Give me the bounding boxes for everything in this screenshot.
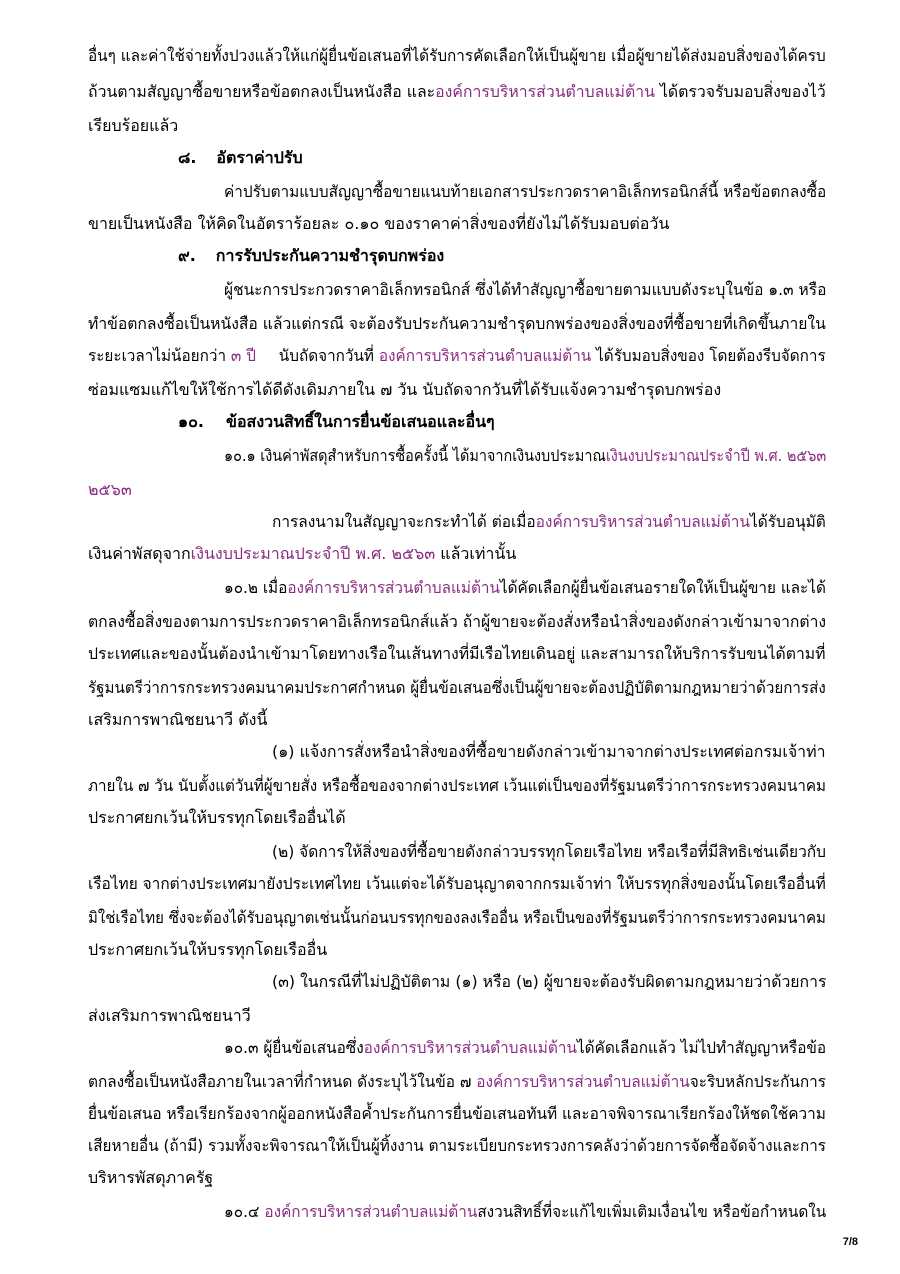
text-line: ถ้วนตามสัญญาซื้อขายหรือข้อตกลงเป็นหนังสือ และองค์การบริหารส่วนตำบลแม่ต้าน ได้ตรวจรับมอบสิ่งของไว้ bbox=[88, 82, 826, 101]
text-line: ๑๐.๑ เงินค่าพัสดุสำหรับการซื้อครั้งนี้ ได้มาจากเงินงบประมาณเงินงบประมาณประจำปี พ.ศ. ๒๕๖๓ bbox=[224, 446, 827, 465]
text-line: (๑) แจ้งการสั่งหรือนำสิ่งของที่ซื้อขายดังกล่าวเข้ามาจากต่างประเทศต่อกรมเจ้าท่า bbox=[272, 742, 826, 761]
text-line: เรือไทย จากต่างประเทศมายังประเทศไทย เว้นแต่จะได้รับอนุญาตจากกรมเจ้าท่า ให้บรรทุกสิ่งของนั้นโดยเรืออื่นที่ bbox=[88, 874, 826, 893]
section-8-heading: ๘. อัตราค่าปรับ bbox=[178, 148, 303, 167]
text-line: เสียหายอื่น (ถ้ามี) รวมทั้งจะพิจารณาให้เป็นผู้ทิ้งงาน ตามระเบียบกระทรวงการคลังว่าด้วยการจัดซื้อจัดจ้างและการ bbox=[88, 1136, 827, 1155]
text-line: ซ่อมแซมแก้ไขให้ใช้การได้ดีดังเดิมภายใน ๗ วัน นับถัดจากวันที่ได้รับแจ้งความชำรุดบกพร่อง bbox=[88, 380, 722, 399]
text-line: ผู้ชนะการประกวดราคาอิเล็กทรอนิกส์ ซึ่งได้ทำสัญญาซื้อขายตามแบบดังระบุในข้อ ๑.๓ หรือ bbox=[224, 280, 827, 299]
text-line: ๑๐.๔ องค์การบริหารส่วนตำบลแม่ต้านสงวนสิทธิ์ที่จะแก้ไขเพิ่มเติมเงื่อนไข หรือข้อกำหนดใน bbox=[224, 1202, 827, 1221]
text-line: ส่งเสริมการพาณิชยนาวี bbox=[88, 1006, 251, 1025]
text-line: ตกลงซื้อสิ่งของตามการประกวดราคาอิเล็กทรอนิกส์แล้ว ถ้าผู้ขายจะต้องสั่งหรือนำสิ่งของดังกล่าวเข้ามาจากต่าง bbox=[88, 612, 827, 631]
text-line: เสริมการพาณิชยนาวี ดังนี้ bbox=[88, 710, 268, 729]
org-name: องค์การบริหารส่วนตำบลแม่ต้าน bbox=[378, 346, 592, 365]
text-line: ทำข้อตกลงซื้อเป็นหนังสือ แล้วแต่กรณี จะต้องรับประกันความชำรุดบกพร่องของสิ่งของที่ซื้อขายที่เกิดขึ้นภายใน bbox=[88, 314, 826, 333]
text-line: ตกลงซื้อเป็นหนังสือภายในเวลาที่กำหนด ดังระบุไว้ในข้อ ๗ องค์การบริหารส่วนตำบลแม่ต้านจะริบหลักประกันการ bbox=[88, 1072, 827, 1091]
budget-name: เงินงบประมาณประจำปี พ.ศ. ๒๕๖๓ bbox=[190, 544, 436, 563]
text-line: รัฐมนตรีว่าการกระทรวงคมนาคมประกาศกำหนด ผู้ยื่นข้อเสนอซึ่งเป็นผู้ขายจะต้องปฏิบัติตามกฎหมายว่าด้วยการส่ง bbox=[88, 678, 826, 697]
org-name: องค์การบริหารส่วนตำบลแม่ต้าน bbox=[535, 512, 751, 531]
section-10-heading: ๑๐. ข้อสงวนสิทธิ์ในการยื่นข้อเสนอและอื่นๆ bbox=[178, 412, 495, 431]
text-line: ค่าปรับตามแบบสัญญาซื้อขายแนบท้ายเอกสารประกวดราคาอิเล็กทรอนิกส์นี้ หรือข้อตกลงซื้อ bbox=[224, 182, 827, 201]
text-line: ๑๐.๒ เมื่อองค์การบริหารส่วนตำบลแม่ต้านได้คัดเลือกผู้ยื่นข้อเสนอรายใดให้เป็นผู้ขาย และได้ bbox=[224, 578, 826, 597]
text-line: เรียบร้อยแล้ว bbox=[88, 116, 179, 135]
text-line: ประเทศและของนั้นต้องนำเข้ามาโดยทางเรือในเส้นทางที่มีเรือไทยเดินอยู่ และสามารถให้บริการรับขนได้ตามที่ bbox=[88, 644, 826, 663]
text-line: ประกาศยกเว้นให้บรรทุกโดยเรืออื่นได้ bbox=[88, 808, 346, 827]
text-line: ประกาศยกเว้นให้บรรทุกโดยเรืออื่น bbox=[88, 940, 328, 959]
text-line: ภายใน ๗ วัน นับตั้งแต่วันที่ผู้ขายสั่ง หรือซื้อของจากต่างประเทศ เว้นแต่เป็นของที่รัฐมนตรีว่าการกระทรวงคมนาคม bbox=[88, 776, 827, 795]
text-line: การลงนามในสัญญาจะกระทำได้ ต่อเมื่อองค์การบริหารส่วนตำบลแม่ต้านได้รับอนุมัติ bbox=[272, 512, 826, 531]
text-line: มิใช่เรือไทย ซึ่งจะต้องได้รับอนุญาตเช่นนั้นก่อนบรรทุกของลงเรืออื่น หรือเป็นของที่รัฐมนตรีว่าการกระทรวงคมนาคม bbox=[88, 908, 826, 927]
org-name: องค์การบริหารส่วนตำบลแม่ต้าน bbox=[264, 1202, 478, 1221]
text-line: ๒๕๖๓ bbox=[88, 480, 132, 499]
text-line: ยื่นข้อเสนอ หรือเรียกร้องจากผู้ออกหนังสือค้ำประกันการยื่นข้อเสนอทันที และอาจพิจารณาเรียกร้องให้ชดใช้ความ bbox=[88, 1104, 826, 1123]
page-number: 7/8 bbox=[842, 1236, 858, 1248]
org-name: องค์การบริหารส่วนตำบลแม่ต้าน bbox=[363, 1038, 577, 1057]
text-line: อื่นๆ และค่าใช้จ่ายทั้งปวงแล้วให้แก่ผู้ยื่นข้อเสนอที่ได้รับการคัดเลือกให้เป็นผู้ขาย เมื่อผู้ขายได้ส่งมอบสิ่งของได้ครบ bbox=[88, 46, 826, 65]
text-line: เงินค่าพัสดุจากเงินงบประมาณประจำปี พ.ศ. ๒๕๖๓ แล้วเท่านั้น bbox=[88, 544, 517, 563]
text-line: บริหารพัสดุภาครัฐ bbox=[88, 1168, 214, 1187]
text-line: (๓) ในกรณีที่ไม่ปฏิบัติตาม (๑) หรือ (๒) ผู้ขายจะต้องรับผิดตามกฎหมายว่าด้วยการ bbox=[272, 972, 827, 991]
org-name: องค์การบริหารส่วนตำบลแม่ต้าน bbox=[435, 82, 655, 101]
budget-name: เงินงบประมาณประจำปี พ.ศ. ๒๕๖๓ bbox=[605, 446, 827, 465]
org-name: องค์การบริหารส่วนตำบลแม่ต้าน bbox=[476, 1072, 690, 1091]
text-line: (๒) จัดการให้สิ่งของที่ซื้อขายดังกล่าวบรรทุกโดยเรือไทย หรือเรือที่มีสิทธิเช่นเดียวกับ bbox=[272, 842, 826, 861]
text-line: ๑๐.๓ ผู้ยื่นข้อเสนอซึ่งองค์การบริหารส่วนตำบลแม่ต้านได้คัดเลือกแล้ว ไม่ไปทำสัญญาหรือข้อ bbox=[224, 1038, 827, 1057]
org-name: องค์การบริหารส่วนตำบลแม่ต้าน bbox=[287, 578, 500, 597]
section-9-heading: ๙. การรับประกันความชำรุดบกพร่อง bbox=[178, 246, 445, 265]
text-line: ขายเป็นหนังสือ ให้คิดในอัตราร้อยละ ๐.๑๐ ของราคาค่าสิ่งของที่ยังไม่ได้รับมอบต่อวัน bbox=[88, 214, 670, 233]
text-line: ระยะเวลาไม่น้อยกว่า ๓ ปี นับถัดจากวันที่ องค์การบริหารส่วนตำบลแม่ต้าน ได้รับมอบสิ่งของ โดยต้องรีบจัดการ bbox=[88, 346, 826, 365]
